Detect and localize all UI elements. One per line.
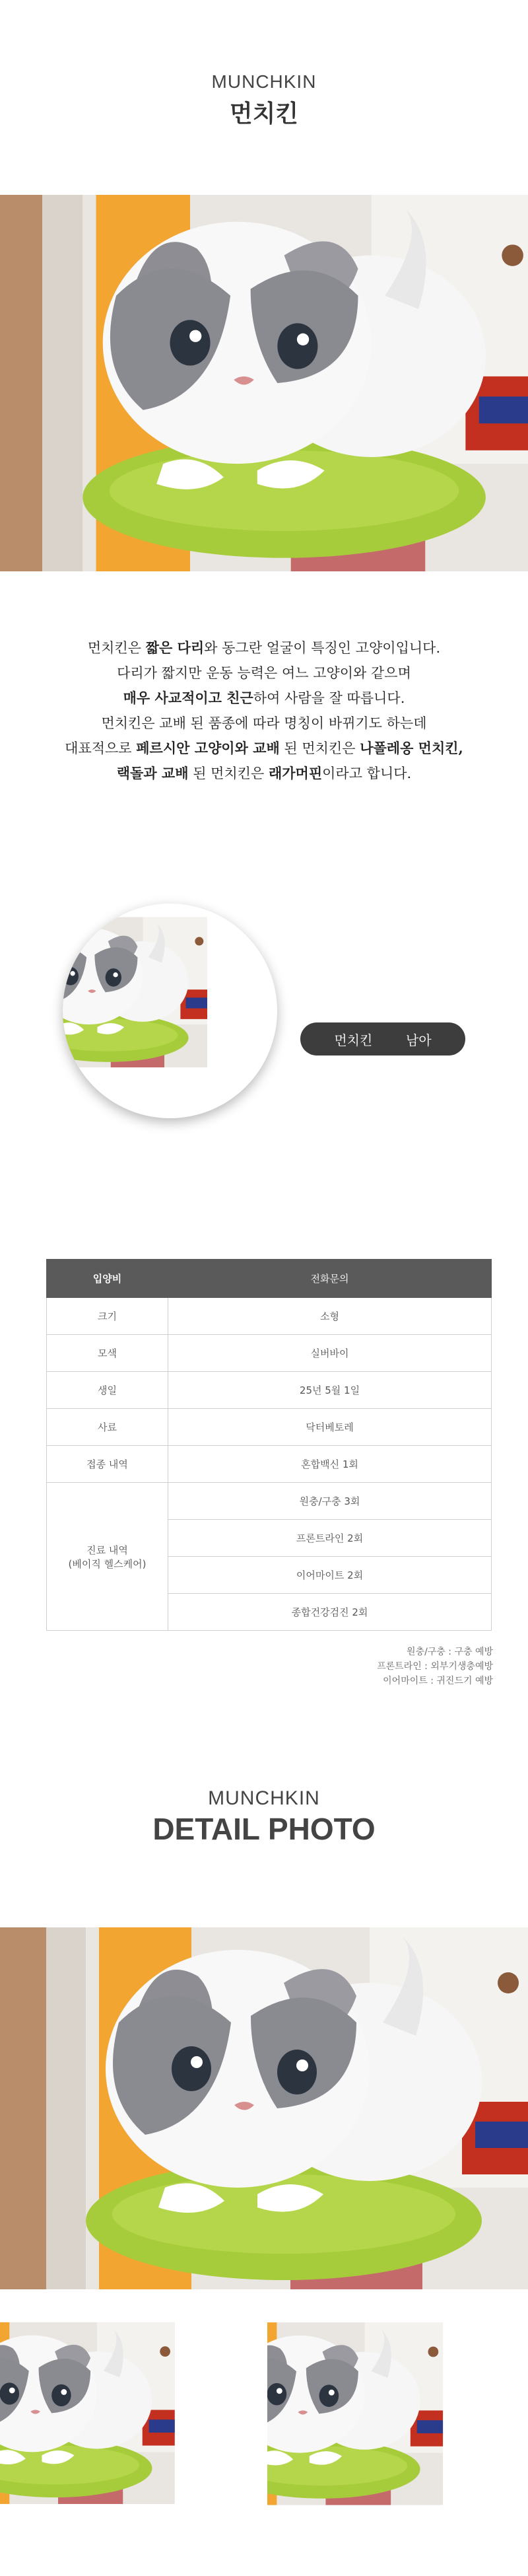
header-korean-title: 먼치킨 (229, 100, 299, 127)
intro-line: 먼치킨은 짧은 다리와 동그란 얼굴이 특징인 고양이입니다. (87, 639, 441, 656)
page-header (0, 71, 528, 129)
breed-label: 먼치킨 (334, 1032, 373, 1048)
row-label: 접종 내역 (47, 1446, 168, 1483)
care-item: 원충/구충 3회 (168, 1483, 492, 1520)
care-label-line: 진료 내역 (86, 1544, 128, 1556)
table-row (47, 1335, 492, 1372)
care-label-line: (베이직 헬스케어) (68, 1557, 147, 1570)
detail-photo-left (0, 2295, 259, 2576)
info-table (46, 1259, 492, 1631)
price-label: 입양비 (47, 1260, 168, 1298)
care-item: 이어마이트 2회 (168, 1557, 492, 1594)
table-row (47, 1298, 492, 1335)
price-value: 전화문의 (168, 1260, 492, 1298)
intro-line: 랙돌과 교배 된 먼치킨은 래가머핀이라고 합니다. (116, 765, 412, 781)
table-row (47, 1483, 492, 1520)
intro-text (0, 635, 528, 786)
care-history-label (47, 1483, 168, 1631)
footnote: 이어마이트 : 귀진드기 예방 (383, 1676, 493, 1686)
profile-badge (300, 1022, 465, 1055)
row-value: 닥터베토레 (168, 1409, 492, 1446)
table-row (47, 1372, 492, 1409)
hero-photo (0, 195, 528, 571)
detail-title: DETAIL PHOTO (152, 1812, 376, 1846)
footnote: 원충/구충 : 구충 예방 (407, 1647, 493, 1657)
profile-photo (63, 904, 277, 1118)
intro-line: 다리가 짧지만 운동 능력은 여느 고양이와 같으며 (117, 665, 411, 681)
gender-label: 남아 (406, 1032, 432, 1048)
row-label: 사료 (47, 1409, 168, 1446)
detail-photo-right (267, 2295, 528, 2576)
row-value: 소형 (168, 1298, 492, 1335)
table-header-row (47, 1260, 492, 1298)
care-item: 종합건강검진 2회 (168, 1594, 492, 1631)
detail-photo-header (0, 1787, 528, 1847)
row-label: 모색 (47, 1335, 168, 1372)
care-item: 프론트라인 2회 (168, 1520, 492, 1557)
table-row (47, 1409, 492, 1446)
header-english-title: MUNCHKIN (211, 71, 317, 92)
row-value: 25년 5월 1일 (168, 1372, 492, 1409)
row-value: 혼합백신 1회 (168, 1446, 492, 1483)
detail-photo-large (0, 1927, 528, 2289)
intro-line: 대표적으로 페르시안 고양이와 교배 된 먼치킨은 나폴레옹 먼치킨, (65, 740, 463, 756)
intro-line: 매우 사교적이고 친근하여 사람을 잘 따릅니다. (123, 690, 405, 706)
row-label: 생일 (47, 1372, 168, 1409)
footnote: 프론트라인 : 외부기생충예방 (377, 1661, 493, 1672)
detail-english-label: MUNCHKIN (208, 1787, 320, 1809)
footnotes (377, 1645, 493, 1688)
table-row (47, 1446, 492, 1483)
row-label: 크기 (47, 1298, 168, 1335)
intro-line: 먼치킨은 교배 된 품종에 따라 명칭이 바뀌기도 하는데 (101, 715, 427, 731)
row-value: 실버바이 (168, 1335, 492, 1372)
